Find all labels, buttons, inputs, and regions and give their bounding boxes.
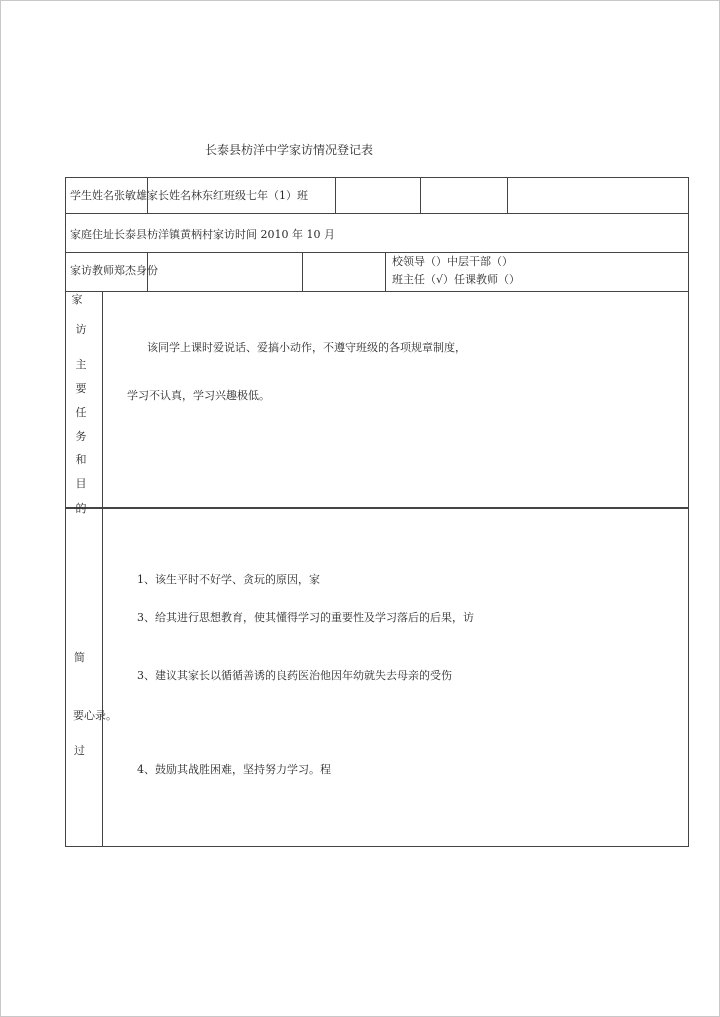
- table-line-row2: [65, 252, 689, 253]
- table-line-row3: [65, 291, 689, 292]
- row1-divider-4: [507, 177, 508, 213]
- identity-options-line1: 校领导（）中层干部（）: [392, 255, 513, 268]
- table-border-right: [688, 177, 689, 846]
- row3-divider-3: [385, 252, 386, 291]
- table-line-row1: [65, 213, 689, 214]
- visiting-teacher-label: 家访教师郑杰身份: [70, 264, 158, 277]
- table-border-top: [65, 177, 689, 178]
- purpose-label-char: 和: [75, 453, 87, 466]
- process-item-3: 3、建议其家长以循循善诱的良药医治他因年幼就失去母亲的受伤: [137, 669, 452, 682]
- process-item-1: 1、该生平时不好学、贪玩的原因，家: [137, 573, 320, 586]
- purpose-label-divider: [102, 291, 103, 507]
- process-label-divider: [102, 507, 103, 846]
- form-title: 长泰县枋洋中学家访情况登记表: [205, 143, 374, 157]
- purpose-label-char: 任: [75, 406, 87, 419]
- identity-options-line2: 班主任（√）任课教师（）: [392, 273, 521, 286]
- purpose-label-char: 访: [75, 323, 87, 336]
- row3-divider-2: [302, 252, 303, 291]
- row1-divider-2: [335, 177, 336, 213]
- process-label-yao: 要心录。: [73, 709, 117, 722]
- purpose-text-line2: 学习不认真，学习兴趣极低。: [127, 389, 270, 402]
- process-label-jian: 简: [74, 651, 85, 664]
- process-item-4: 4、鼓励其战胜困难，坚持努力学习。程: [137, 763, 331, 776]
- purpose-text-line1: 该同学上课时爱说话、爱搞小动作，不遵守班级的各项规章制度，: [147, 341, 466, 354]
- table-border-left: [65, 177, 66, 846]
- process-item-2: 3、给其进行思想教育，使其懂得学习的重要性及学习落后的后果，访: [137, 611, 474, 624]
- table-border-bottom: [65, 846, 689, 847]
- purpose-label-char: 主: [75, 358, 87, 371]
- purpose-label-char: 目: [75, 477, 87, 490]
- purpose-label-char: 要: [75, 382, 87, 395]
- process-label-guo: 过: [74, 744, 85, 757]
- row1-divider-3: [420, 177, 421, 213]
- student-info-row: 学生姓名张敏雄家长姓名林东红班级七年（1）班: [70, 189, 308, 202]
- purpose-label-char: 家: [71, 293, 83, 306]
- purpose-label-char: 的: [75, 502, 87, 515]
- purpose-label-char: 务: [75, 430, 87, 443]
- table-line-purpose: [65, 507, 689, 509]
- address-visit-time-row: 家庭住址长泰县枋洋镇黄柄村家访时间 2010 年 10 月: [70, 228, 335, 241]
